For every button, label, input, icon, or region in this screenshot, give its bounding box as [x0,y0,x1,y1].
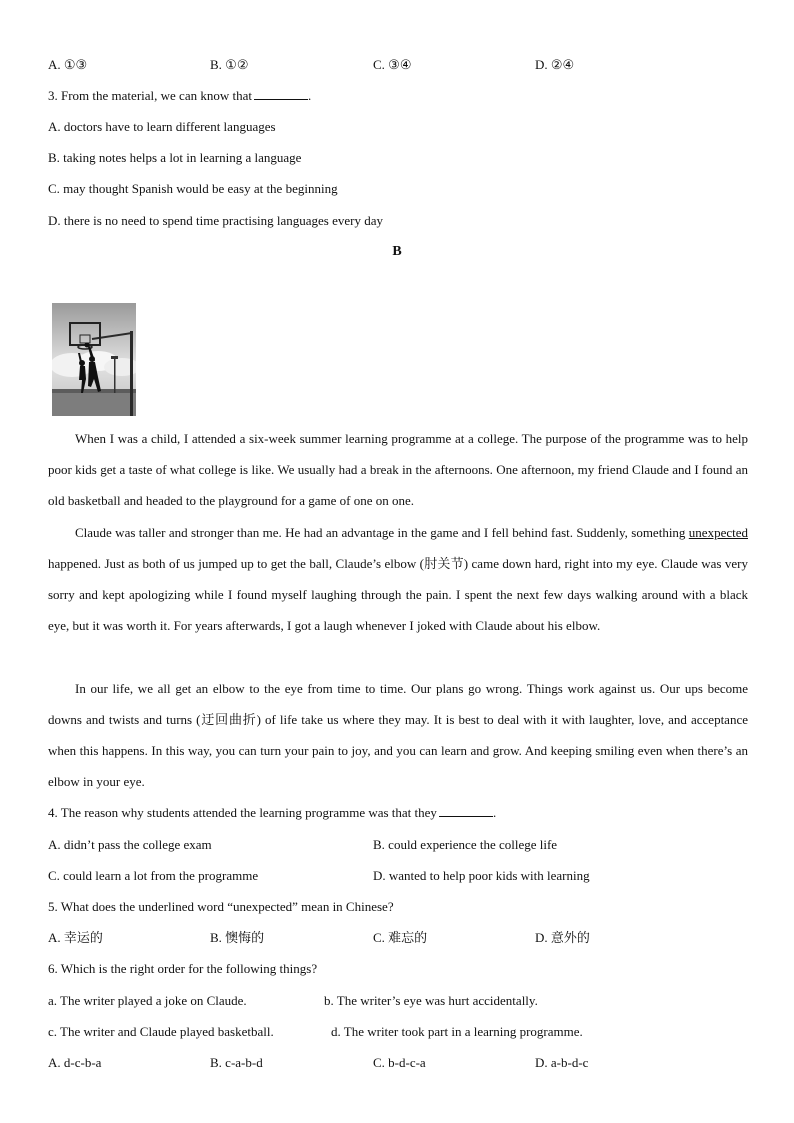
q6-event-d: d. The writer took part in a learning programme. [331,1024,583,1039]
q2-option-a[interactable]: A. ①③ [48,57,88,72]
basketball-photo [52,303,136,416]
q6-option-d[interactable]: D. a-b-d-c [535,1055,589,1070]
passage-paragraph-3-text: In our life, we all get an elbow to the eye from time to time. Our plans go wrong. Things work against us. Our ups become downs and twists and turns (迂回曲折) of life take us where they may. It is best to deal with it with laughter, love, and acceptance when this happens. In this way, you can turn your pain to joy, and you can learn and grow. And keeping smiling even when there’s an elbow in your eye. [48,681,748,789]
passage-paragraph-3 [48,673,748,797]
passage-paragraph-2-start: Claude was taller and stronger than me. He had an advantage in the game and I fell behind fast. Suddenly, something [75,525,689,540]
q5-option-c[interactable]: C. 难忘的 [373,930,428,945]
q6-option-a[interactable]: A. d-c-b-a [48,1055,102,1070]
q6-stem: 6. Which is the right order for the following things? [48,961,318,976]
q5-stem: 5. What does the underlined word “unexpected” mean in Chinese? [48,899,394,914]
underlined-word: unexpected [688,525,748,540]
q4-stem [48,805,496,821]
passage-paragraph-1 [48,423,748,516]
q3-stem-text: 3. From the material, we can know that [48,88,252,103]
q3-option-a[interactable]: A. doctors have to learn different languages [48,119,276,134]
q6-event-a: a. The writer played a joke on Claude. [48,993,247,1008]
q3-option-b[interactable]: B. taking notes helps a lot in learning a language [48,150,302,165]
passage-paragraph-2 [48,517,748,641]
q4-stem-text: 4. The reason why students attended the learning programme was that they [48,805,437,820]
q4-blank [439,805,493,817]
q3-stem-end: . [307,88,312,103]
q5-option-a[interactable]: A. 幸运的 [48,930,103,945]
q3-blank [254,88,308,100]
q5-option-b[interactable]: B. 懊悔的 [210,930,265,945]
q5-option-d[interactable]: D. 意外的 [535,930,590,945]
q2-option-b[interactable]: B. ①② [210,57,249,72]
q4-option-a[interactable]: A. didn’t pass the college exam [48,837,212,852]
q6-event-b: b. The writer’s eye was hurt accidentally. [324,993,538,1008]
q2-option-d[interactable]: D. ②④ [535,57,575,72]
q6-option-c[interactable]: C. b-d-c-a [373,1055,426,1070]
passage-paragraph-1-text: When I was a child, I attended a six-week summer learning programme at a college. The purpose of the programme was to help poor kids get a taste of what college is like. We usually had a break in the afternoons. One afternoon, my friend Claude and I found an old basketball and headed to the playground for a game of one on one. [48,431,748,508]
section-heading: B [392,244,402,259]
q3-option-c[interactable]: C. may thought Spanish would be easy at the beginning [48,181,338,196]
q4-stem-end: . [492,805,497,820]
q2-option-c[interactable]: C. ③④ [373,57,412,72]
basketball-photo-icon [52,303,136,416]
q3-option-d[interactable]: D. there is no need to spend time practising languages every day [48,213,384,228]
q3-stem [48,88,311,104]
q4-option-c[interactable]: C. could learn a lot from the programme [48,868,259,883]
q4-option-b[interactable]: B. could experience the college life [373,837,558,852]
q6-event-c: c. The writer and Claude played basketball. [48,1024,274,1039]
q4-option-d[interactable]: D. wanted to help poor kids with learning [373,868,590,883]
passage-paragraph-2-end: happened. Just as both of us jumped up to get the ball, Claude’s elbow (肘关节) came down hard, right into my eye. Claude was very sorry and kept apologizing while I found myself laughing through the pain. I spent the next few days walking around with a black eye, but it was worth it. For years afterwards, I got a laugh whenever I joked with Claude about his elbow. [48,556,748,633]
q6-option-b[interactable]: B. c-a-b-d [210,1055,263,1070]
